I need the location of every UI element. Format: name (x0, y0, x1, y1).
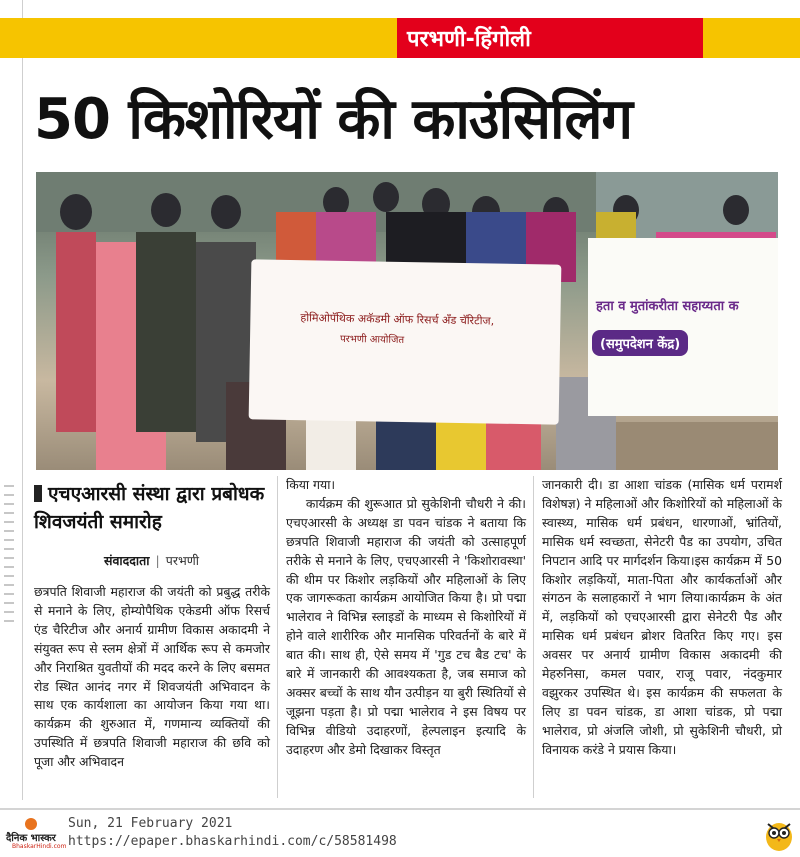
article-col2-text-a: किया गया। (286, 477, 336, 492)
subhead-marker (34, 485, 42, 502)
byline-place: परभणी (165, 553, 200, 568)
headline: 50 किशोरियों की काउंसिलिंग (34, 87, 632, 152)
article-subheadline (34, 480, 270, 536)
owl-mascot-icon (764, 818, 794, 852)
logo-site: BhaskarHindi.com (12, 843, 67, 850)
article-col2-text-b: कार्यक्रम की शुरूआत प्रो सुकेशिनी चौधरी ने की। एचएआरसी के अध्यक्ष डा पवन चांडक ने बताया कि छत्रपति शिवाजी महाराज की जयंती को उत्साहपूर्ण तरीके से मनाने के लिए, एचएआरसी ने 'किशोरावस्था' की थीम पर किशोर लड़कियों और महिलाओं के लिए एक जागरूकता कार्यक्रम आयोजित किया है। प्रो पद्मा भालेराव ने विभिन्न स्लाइडों के माध्यम से किशोरियों में होने वाले शारीरिक और मानसिक परिवर्तनों के बारे में बात की। साथ ही, ऐसे समय में 'गुड टच बैड टच' के बारे में जानकारी की आवश्यकता है, जब समाज को अक्सर बच्चों के साथ यौन उत्पीड़न या बुरी स्थितियों से जूझना पड़ता है। प्रो पद्मा भालेराव ने इस विषय पर विभिन्न वीडियो उदाहरणों, हेल्पलाइन इत्यादि के उदाहरण और डेमो दिखाकर विस्तृत (286, 495, 526, 757)
news-photo (36, 172, 778, 470)
edition-date: Sun, 21 February 2021 (68, 816, 233, 831)
byline-role: संवाददाता (104, 553, 150, 568)
byline-separator: | (155, 553, 160, 568)
event-banner (249, 259, 562, 424)
section-label: परभणी-हिंगोली (397, 18, 703, 58)
article-column-1 (34, 583, 270, 772)
article-column-2 (286, 476, 526, 760)
article-column-3 (542, 476, 782, 760)
epaper-url[interactable]: https://epaper.bhaskarhindi.com/c/58581498 (68, 834, 397, 849)
banner-text-2: परभणी आयोजित (339, 333, 405, 346)
banner-text-1: होमिओपॅथिक अकॅडमी ऑफ रिसर्च अँड चॅरिटीज, (300, 311, 495, 328)
column-divider (533, 476, 534, 798)
publication-logo[interactable] (6, 816, 68, 850)
subhead-text: एचएआरसी संस्था द्वारा प्रबोधक शिवजयंती समारोह (34, 483, 265, 533)
banner2-text-2: (समुपदेशन केंद्र) (592, 330, 688, 356)
banner2-text-1: हता व मुतांकरीता सहाय्यता क (596, 299, 739, 314)
footer (0, 808, 800, 857)
article-col1-text: छत्रपति शिवाजी महाराज की जयंती को प्रबुद्ध तरीके से मनाने के लिए, होम्योपैथिक एकेडमी ऑफ रिसर्च एंड चैरिटीज और अनार्य ग्रामीण विकास अकादमी ने संयुक्त रूप से स्लम क्षेत्रों में आर्थिक रूप से कमजोर और निराश्रित युवतीयों की मदद करने के लिए बसमत रोड स्थित आनंद नगर में शिवजयंती अभिवादन के साथ एक कार्यशाला का आयोजन किया गया था। कार्यक्रम की शुरुआत में, गणमान्य व्यक्तियों की उपस्थिति में छत्रपति शिवाजी महाराज की छवि को पूजा और अभिवादन (34, 584, 270, 770)
counseling-banner (588, 238, 778, 416)
sun-logo-icon (25, 818, 37, 830)
logo-name: दैनिक भास्कर (6, 833, 56, 844)
article-col3-text: जानकारी दी। डा आशा चांडक (मासिक धर्म परामर्श विशेषज्ञ) ने महिलाओं और किशोरियों को महिलाओं के स्वास्थ्य, मासिक धर्म प्रबंधन, धारणाओं, भ्रांतियों, मासिक धर्म स्वच्छता, सेनेटरी पैड का उपयोग, उचित निपटान आदि पर मार्गदर्शन किया।इस कार्यक्रम में 50 किशोर लड़कियों, माता-पिता और कार्यकर्ताओं और संगठन के सलाहकारों ने भाग लिया।कार्यक्रम के अंत में, लड़कियों को एचएआरसी द्वारा सेनेटरी पैड और मासिक धर्म प्रबंधन ब्रोशर वितरित किए गए। इस अवसर पर अनार्य ग्रामीण विकास अकादमी की मेहरुनिसा, कमल पवार, राजू पवार, नंदकुमार वझुरकर उपस्थित थे। इस कार्यक्रम की सफलता के लिए डा पवन चांडक, डा आशा चांडक, प्रो पद्मा भालेराव, प्रो अंजलि जोशी, प्रो सुकेशिनी चौधरी, प्रो विनायक करंडे ने प्रयास किया। (542, 477, 782, 757)
byline (104, 552, 199, 569)
adjacent-column-edge (0, 0, 23, 800)
column-divider (277, 476, 278, 798)
